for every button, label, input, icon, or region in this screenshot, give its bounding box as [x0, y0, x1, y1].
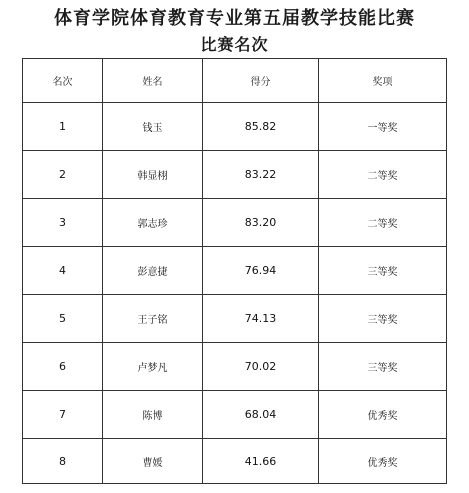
- award-cell: 二等奖: [319, 151, 447, 199]
- score-cell: 70.02: [203, 343, 319, 391]
- table-row: [23, 247, 447, 295]
- name-cell: 陈博: [103, 391, 203, 439]
- header-score: 得分: [203, 59, 319, 103]
- table-row: [23, 151, 447, 199]
- award-cell: 一等奖: [319, 103, 447, 151]
- award-cell: 优秀奖: [319, 391, 447, 439]
- award-cell: 二等奖: [319, 199, 447, 247]
- award-cell: 三等奖: [319, 343, 447, 391]
- table-row: [23, 439, 447, 484]
- rank-cell: 2: [23, 151, 103, 199]
- award-cell: 优秀奖: [319, 439, 447, 484]
- document-title: 体育学院体育教育专业第五届教学技能比赛: [54, 8, 415, 29]
- rank-cell: 4: [23, 247, 103, 295]
- rank-cell: 8: [23, 439, 103, 484]
- name-cell: 钱玉: [103, 103, 203, 151]
- score-cell: 83.20: [203, 199, 319, 247]
- rank-cell: 1: [23, 103, 103, 151]
- header-award: 奖项: [319, 59, 447, 103]
- score-cell: 76.94: [203, 247, 319, 295]
- rank-cell: 5: [23, 295, 103, 343]
- table-row: [23, 103, 447, 151]
- award-cell: 三等奖: [319, 247, 447, 295]
- table-header-row: [23, 59, 447, 103]
- header-rank: 名次: [23, 59, 103, 103]
- ranking-table: [22, 58, 447, 484]
- rank-cell: 7: [23, 391, 103, 439]
- table-row: [23, 295, 447, 343]
- rank-cell: 6: [23, 343, 103, 391]
- header-name: 姓名: [103, 59, 203, 103]
- score-cell: 85.82: [203, 103, 319, 151]
- table-row: [23, 199, 447, 247]
- score-cell: 83.22: [203, 151, 319, 199]
- document-subtitle: 比赛名次: [200, 35, 269, 54]
- name-cell: 卢梦凡: [103, 343, 203, 391]
- table-row: [23, 391, 447, 439]
- name-cell: 郭志珍: [103, 199, 203, 247]
- name-cell: 韩显栩: [103, 151, 203, 199]
- name-cell: 彭意捷: [103, 247, 203, 295]
- table-row: [23, 343, 447, 391]
- name-cell: 曹媛: [103, 439, 203, 484]
- score-cell: 68.04: [203, 391, 319, 439]
- score-cell: 41.66: [203, 439, 319, 484]
- score-cell: 74.13: [203, 295, 319, 343]
- award-cell: 三等奖: [319, 295, 447, 343]
- name-cell: 王子铭: [103, 295, 203, 343]
- rank-cell: 3: [23, 199, 103, 247]
